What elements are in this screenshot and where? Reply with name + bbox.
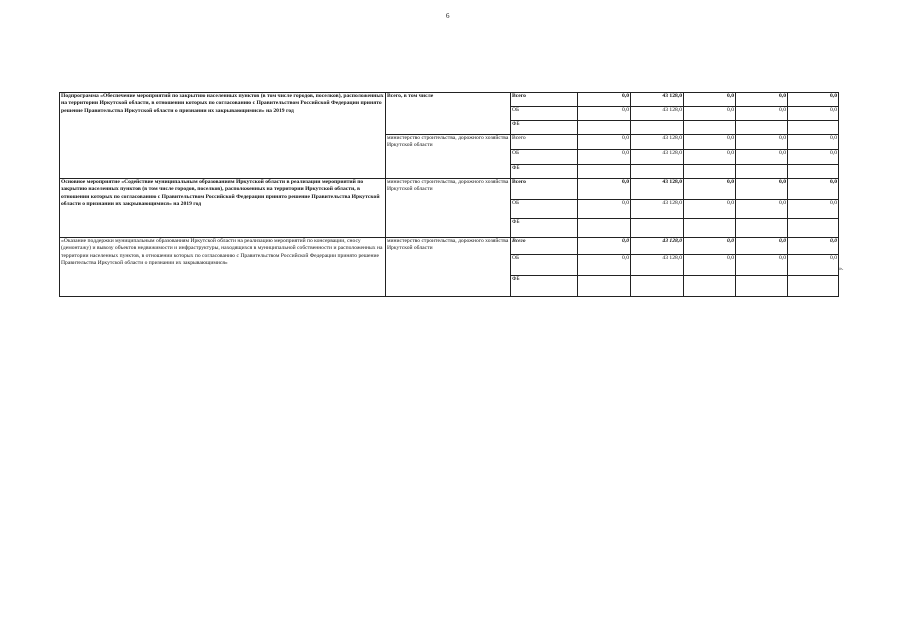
value-cell: 0,0: [736, 200, 788, 219]
value-cell: 43 128,0: [631, 255, 684, 276]
value-cell: 43 128,0: [631, 150, 684, 165]
source-cell: Всего: [511, 135, 578, 150]
source-cell: ОБ: [511, 255, 578, 276]
value-cell: [736, 165, 788, 179]
budget-table: [59, 92, 839, 297]
value-cell: 0,0: [684, 179, 736, 200]
table-row: [60, 238, 839, 255]
source-cell: ФБ: [511, 121, 578, 135]
responsible-cell: министерство строительства, дорожного хозяйства Иркутской области: [386, 135, 511, 179]
value-cell: 0,0: [578, 150, 631, 165]
value-cell: 0,0: [578, 107, 631, 121]
value-cell: 0,0: [788, 200, 839, 219]
responsible-cell: Всего, в том числе: [386, 93, 511, 135]
value-cell: 0,0: [684, 135, 736, 150]
value-cell: [578, 165, 631, 179]
value-cell: 43 128,0: [631, 200, 684, 219]
value-cell: 0,0: [736, 135, 788, 150]
value-cell: [736, 219, 788, 238]
value-cell: 0,0: [684, 93, 736, 107]
value-cell: [788, 219, 839, 238]
value-cell: 0,0: [788, 135, 839, 150]
source-cell: Всего: [511, 179, 578, 200]
value-cell: [631, 219, 684, 238]
table-row: [60, 93, 839, 107]
value-cell: 0,0: [788, 93, 839, 107]
value-cell: 0,0: [736, 179, 788, 200]
value-cell: 0,0: [788, 179, 839, 200]
main-event-name: Основное мероприятие «Содействие муниципальным образованиям Иркутской области в реализации мероприятий по закрытию населенных пунктов (в том числе городов, поселков), расположенных на территории Иркутской области, в отношении которых по согласованию с Правительством Российской Федерации принято решение Правительства Иркутской области о признании их закрывающимися» на 2019 год: [60, 179, 386, 238]
value-cell: 0,0: [684, 200, 736, 219]
subprogram-name: Подпрограмма «Обеспечение мероприятий по закрытию населенных пунктов (в том числе городов, поселков), расположенных на территории Иркутской области, в отношении которых по согласованию с Правительством Российской Федерации принято решение Правительства Иркутской области о признании их закрывающимися» на 2019 год: [60, 93, 386, 179]
page-number: 6: [446, 12, 450, 20]
responsible-cell: министерство строительства, дорожного хозяйства Иркутской области: [386, 238, 511, 297]
value-cell: 0,0: [788, 255, 839, 276]
closing-quote-mark: ».: [839, 266, 844, 272]
value-cell: 0,0: [684, 255, 736, 276]
table-row: [60, 179, 839, 200]
value-cell: 0,0: [736, 107, 788, 121]
value-cell: [631, 165, 684, 179]
value-cell: [631, 276, 684, 297]
value-cell: 0,0: [684, 107, 736, 121]
value-cell: [684, 219, 736, 238]
value-cell: 0,0: [578, 179, 631, 200]
value-cell: [684, 121, 736, 135]
value-cell: 43 128,0: [631, 238, 684, 255]
value-cell: 0,0: [788, 107, 839, 121]
responsible-cell: министерство строительства, дорожного хозяйства Иркутской области: [386, 179, 511, 238]
value-cell: [578, 121, 631, 135]
value-cell: [578, 276, 631, 297]
source-cell: ОБ: [511, 200, 578, 219]
value-cell: [631, 121, 684, 135]
value-cell: 0,0: [578, 135, 631, 150]
value-cell: 0,0: [578, 93, 631, 107]
value-cell: [736, 276, 788, 297]
value-cell: 0,0: [578, 200, 631, 219]
value-cell: [788, 276, 839, 297]
value-cell: [684, 276, 736, 297]
value-cell: 43 128,0: [631, 107, 684, 121]
value-cell: [788, 165, 839, 179]
value-cell: [684, 165, 736, 179]
source-cell: ОБ: [511, 107, 578, 121]
value-cell: 0,0: [736, 150, 788, 165]
value-cell: 0,0: [736, 255, 788, 276]
source-cell: Всего: [511, 93, 578, 107]
value-cell: 0,0: [578, 255, 631, 276]
value-cell: 43 128,0: [631, 179, 684, 200]
value-cell: 43 128,0: [631, 93, 684, 107]
value-cell: 0,0: [736, 93, 788, 107]
value-cell: 0,0: [684, 238, 736, 255]
source-cell: Всего: [511, 238, 578, 255]
source-cell: ФБ: [511, 219, 578, 238]
value-cell: 0,0: [736, 238, 788, 255]
value-cell: 0,0: [578, 238, 631, 255]
value-cell: [788, 121, 839, 135]
value-cell: 0,0: [788, 238, 839, 255]
value-cell: [736, 121, 788, 135]
source-cell: ФБ: [511, 276, 578, 297]
value-cell: [578, 219, 631, 238]
value-cell: 0,0: [684, 150, 736, 165]
support-event-name: «Оказание поддержки муниципальным образованиям Иркутской области на реализацию мероприятий по консервации, сносу (демонтажу) и вывозу объектов недвижимости и инфраструктуры, находящихся в муниципальной собственности и расположенных на территории населенных пунктов, в отношении которых по согласованию с Правительством Российской Федерации принято решение Правительства Иркутской области о признании их закрывающимися»: [60, 238, 386, 297]
source-cell: ФБ: [511, 165, 578, 179]
source-cell: ОБ: [511, 150, 578, 165]
value-cell: 0,0: [788, 150, 839, 165]
value-cell: 43 128,0: [631, 135, 684, 150]
